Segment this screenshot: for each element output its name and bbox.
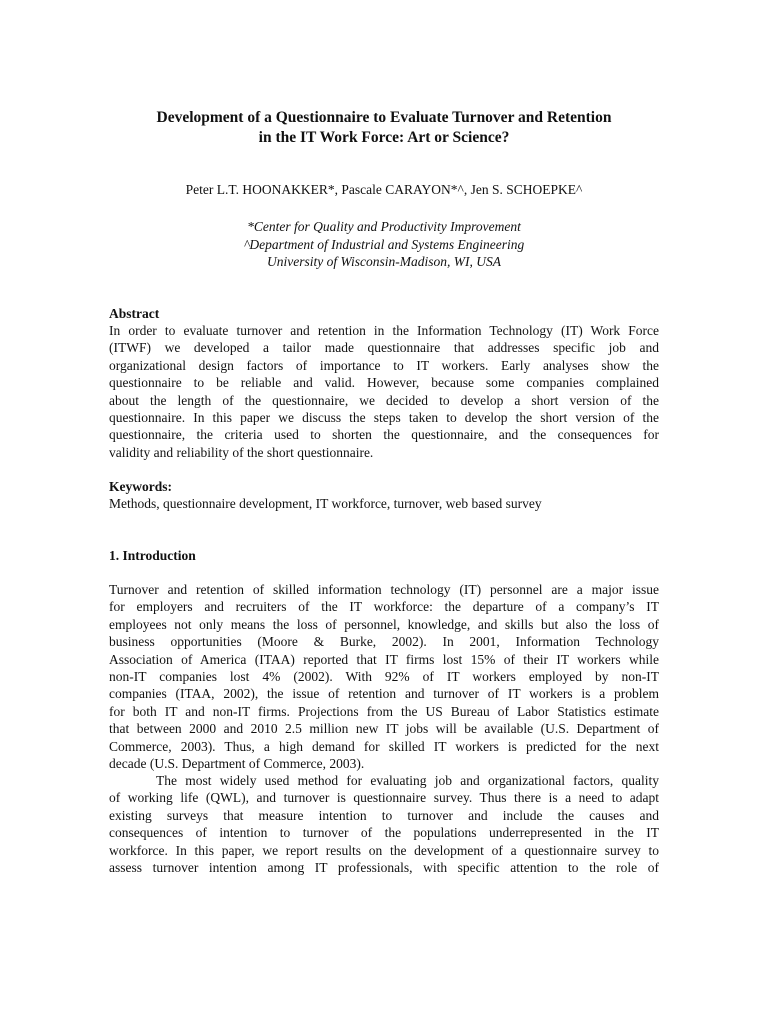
intro-line: Association of America (ITAA) reported that IT firms lost 15% of their IT workers while bbox=[109, 651, 659, 667]
section-heading-introduction: 1. Introduction bbox=[109, 548, 196, 563]
affiliation-3: University of Wisconsin-Madison, WI, USA bbox=[267, 254, 501, 269]
intro-line: companies (ITAA, 2002), the issue of retention and turnover of IT workers is a problem bbox=[109, 686, 659, 702]
intro-line: non-IT companies lost 4% (2002). With 92% of IT workers employed by non-IT bbox=[109, 669, 659, 685]
abstract-line: about the length of the questionnaire, we decided to develop a short version of the bbox=[109, 392, 659, 408]
keywords-heading: Keywords: bbox=[109, 479, 172, 494]
intro-line: assess turnover intention among IT professionals, with specific attention to the role of bbox=[109, 860, 659, 876]
intro-line: existing surveys that measure intention to turnover and include the causes and bbox=[109, 807, 659, 823]
intro-line: Commerce, 2003). Thus, a high demand for skilled IT workers is predicted for the next bbox=[109, 738, 659, 754]
author-list: Peter L.T. HOONAKKER*, Pascale CARAYON*^, Jen S. SCHOEPKE^ bbox=[185, 182, 583, 197]
intro-line: for employers and recruiters of the IT workforce: the departure of a company’s IT bbox=[109, 599, 659, 615]
paper-title bbox=[80, 108, 688, 148]
title-line-1: Development of a Questionnaire to Evaluate Turnover and Retention bbox=[156, 109, 612, 126]
intro-line: consequences of intention to turnover of the populations underrepresented in the IT bbox=[109, 825, 659, 841]
intro-line: The most widely used method for evaluating job and organizational factors, quality bbox=[156, 773, 659, 788]
abstract-line: questionnaire, the criteria used to shorten the questionnaire, and the consequences for bbox=[109, 427, 659, 443]
intro-line: employees not only means the loss of personnel, knowledge, and skills but also the loss of bbox=[109, 616, 659, 632]
intro-paragraph-2 bbox=[109, 772, 659, 876]
abstract-heading: Abstract bbox=[109, 306, 160, 321]
abstract-line: questionnaire. In this paper we discuss the steps taken to develop the short version of the bbox=[109, 410, 659, 426]
abstract-line: In order to evaluate turnover and retention in the Information Technology (IT) Work Force bbox=[109, 323, 659, 338]
intro-line: workforce. In this paper, we report results on the development of a questionnaire survey to bbox=[109, 842, 659, 858]
intro-line: Turnover and retention of skilled information technology (IT) personnel are a major issue bbox=[109, 582, 659, 597]
intro-line: that between 2000 and 2010 2.5 million new IT jobs will be available (U.S. Department of bbox=[109, 721, 659, 737]
abstract-body bbox=[109, 322, 659, 461]
abstract-line: validity and reliability of the short questionnaire. bbox=[109, 444, 374, 460]
affiliation-1: *Center for Quality and Productivity Improvement bbox=[247, 219, 521, 234]
intro-paragraph-1 bbox=[109, 581, 659, 772]
intro-line: business opportunities (Moore & Burke, 2002). In 2001, Information Technology bbox=[109, 634, 659, 650]
abstract-line: questionnaire to be reliable and valid. However, because some companies complained bbox=[109, 375, 659, 391]
keywords-text bbox=[109, 495, 659, 512]
affiliations bbox=[80, 218, 688, 271]
title-line-2: in the IT Work Force: Art or Science? bbox=[258, 129, 510, 146]
intro-line: for both IT and non-IT firms. Projections from the US Bureau of Labor Statistics estimate bbox=[109, 703, 659, 719]
abstract-line: organizational design factors of importance to IT workers. Early analyses show the bbox=[109, 357, 659, 373]
affiliation-2: ^Department of Industrial and Systems Engineering bbox=[243, 236, 525, 252]
intro-line: of working life (QWL), and turnover is questionnaire survey. Thus there is a need to adapt bbox=[109, 790, 659, 806]
keywords-line: Methods, questionnaire development, IT workforce, turnover, web based survey bbox=[109, 496, 542, 511]
intro-line: decade (U.S. Department of Commerce, 2003). bbox=[109, 756, 365, 772]
abstract-line: (ITWF) we developed a tailor made questionnaire that addresses specific job and bbox=[109, 340, 659, 356]
